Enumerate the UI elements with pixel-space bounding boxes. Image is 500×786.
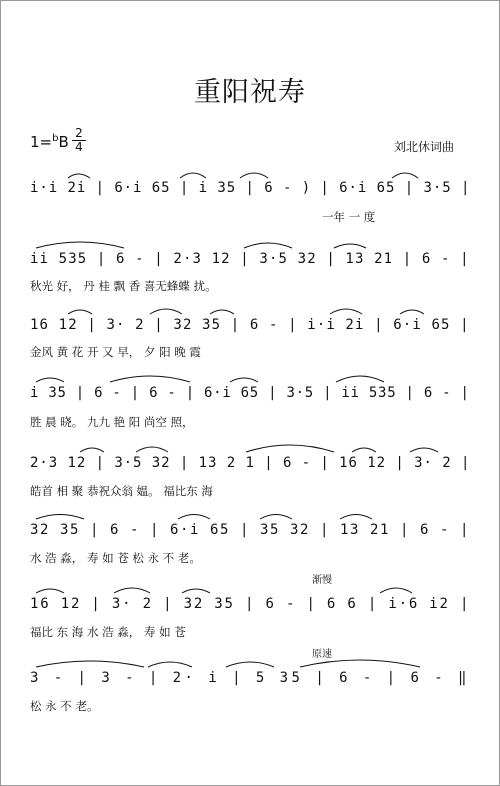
tempo-mark-restore: 原速 — [312, 649, 332, 660]
song-title: 重阳祝寿 — [194, 77, 306, 108]
credit: 刘北休词曲 — [394, 140, 455, 154]
key-prefix: 1= — [30, 133, 53, 151]
notation-row-7: 16 12 | 3· 2 | 32 35 | 6 - | 6 6 | i·6 i2 | — [30, 596, 471, 612]
meter-top: 2 — [75, 126, 83, 140]
key-signature — [30, 133, 69, 151]
lyric-row-1: 一年 一 度 — [322, 210, 376, 224]
tempo-mark-slow: 渐慢 — [312, 575, 332, 586]
key-note: B — [58, 133, 69, 151]
time-signature — [72, 128, 86, 153]
notation-row-4: i 35 | 6 - | 6 - | 6·i 65 | 3·5 | ii 535 | 6 - | — [30, 385, 470, 401]
lyric-row-3: 金风 黄 花 开 又 早， 夕 阳 晚 霞 — [30, 345, 201, 359]
notation-row-6: 32 35 | 6 - | 6·i 65 | 35 32 | 13 21 | 6 - | — [30, 522, 470, 538]
lyric-row-7: 福比 东 海 水 浩 淼， 寿 如 苍 — [30, 625, 186, 639]
notation-row-1: i·i 2i | 6·i 65 | i 35 | 6 - ) | 6·i 65 | 3·5 | — [30, 180, 471, 196]
notation-row-8: 3 - | 3 - | 2· i | 5 35 | 6 - | 6 - ‖ — [30, 670, 470, 686]
lyric-row-2: 秋光 好， 丹 桂 飘 香 喜无蜂蝶 扰。 — [30, 279, 217, 293]
notation-row-5: 2·3 12 | 3·5 32 | 13 2 1 | 6 - | 16 12 | 3· 2 | — [30, 455, 471, 471]
lyric-row-5: 皓首 相 聚 恭祝众翁 媪。 福比东 海 — [30, 484, 213, 498]
meter-bottom: 4 — [75, 140, 83, 154]
lyric-row-8: 松 永 不 老。 — [30, 699, 99, 713]
notation-row-2: ii 535 | 6 - | 2·3 12 | 3·5 32 | 13 21 | 6 - | — [30, 251, 470, 267]
lyric-row-6: 水 浩 淼， 寿 如 苍 松 永 不 老。 — [30, 551, 201, 565]
flat-sign: b — [52, 133, 59, 144]
lyric-row-4: 胜 晨 晓。 九九 艳 阳 尚空 照， — [30, 415, 194, 429]
notation-row-3: 16 12 | 3· 2 | 32 35 | 6 - | i·i 2i | 6·i 65 | — [30, 317, 470, 333]
